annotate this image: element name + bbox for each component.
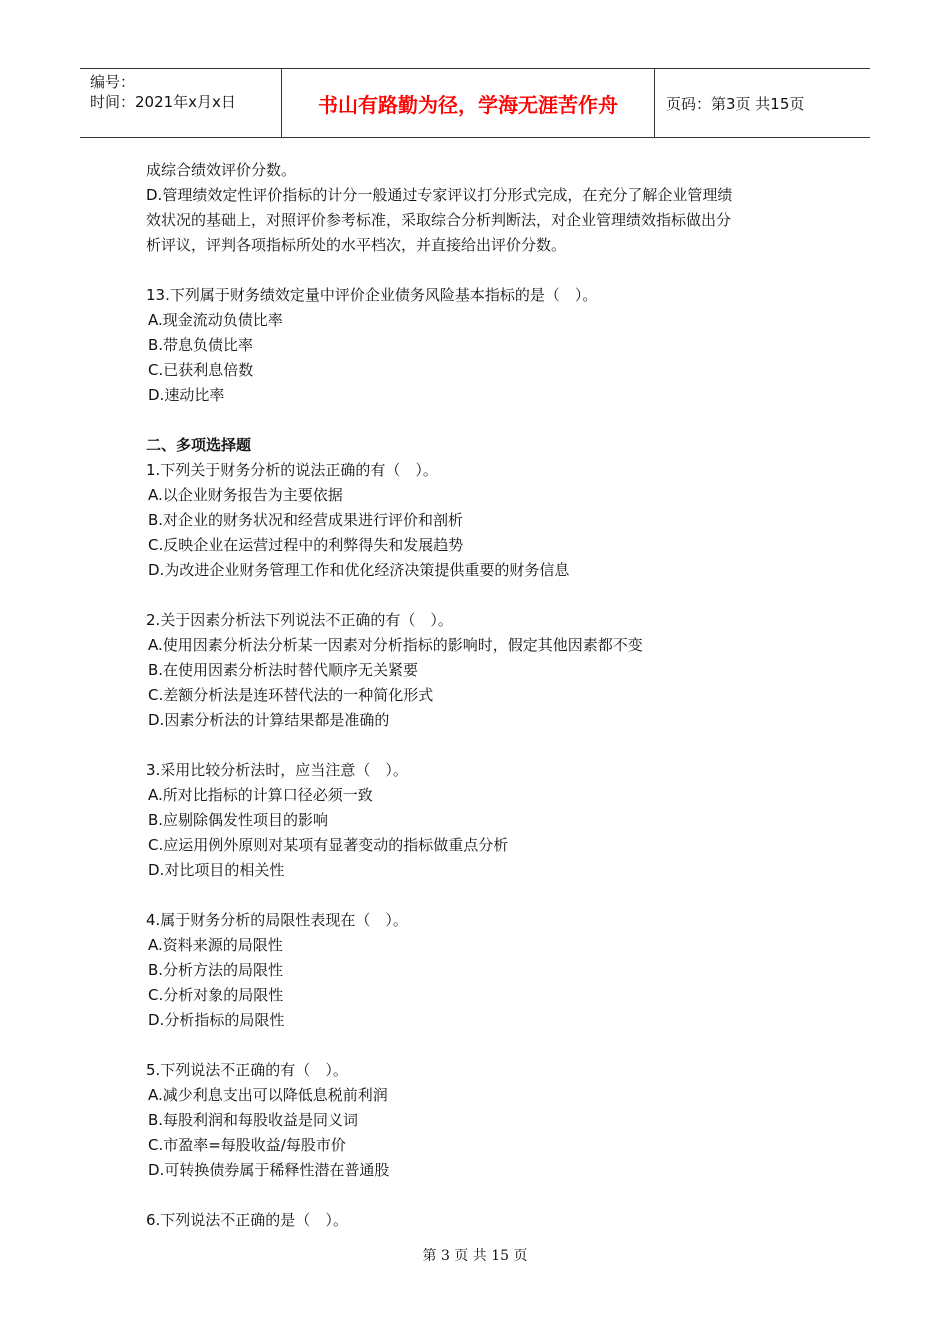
option-b: B.分析方法的局限性 xyxy=(148,961,284,979)
option-d: D.分析指标的局限性 xyxy=(148,1011,285,1029)
question-3: 3.采用比较分析法时，应当注意（ ）。 xyxy=(146,761,408,779)
option-b: B.应剔除偶发性项目的影响 xyxy=(148,811,329,829)
document-body xyxy=(146,158,816,1233)
option-b: B.对企业的财务状况和经营成果进行评价和剖析 xyxy=(148,511,464,529)
option-d: D.对比项目的相关性 xyxy=(148,861,285,879)
question-4: 4.属于财务分析的局限性表现在（ ）。 xyxy=(146,911,408,929)
option-d: D.因素分析法的计算结果都是准确的 xyxy=(148,711,390,729)
option-c: C.应运用例外原则对某项有显著变动的指标做重点分析 xyxy=(148,836,509,854)
question-1: 1.下列关于财务分析的说法正确的有（ ）。 xyxy=(146,461,438,479)
header-motto: 书山有路勤为径，学海无涯苦作舟 xyxy=(318,92,618,117)
header-meta xyxy=(90,72,236,112)
paragraph-line: D.管理绩效定性评价指标的计分一般通过专家评议打分形式完成，在充分了解企业管理绩 xyxy=(146,186,733,204)
option-a: A.所对比指标的计算口径必须一致 xyxy=(148,786,373,804)
header-page-info: 页码：第3页 共15页 xyxy=(666,94,805,113)
option-c: C.分析对象的局限性 xyxy=(148,986,284,1004)
option-a: A.减少利息支出可以降低息税前利润 xyxy=(148,1086,388,1104)
option-a: A.资料来源的局限性 xyxy=(148,936,283,954)
question-5: 5.下列说法不正确的有（ ）。 xyxy=(146,1061,348,1079)
option-c: C.反映企业在运营过程中的利弊得失和发展趋势 xyxy=(148,536,464,554)
page-footer: 第 3 页 共 15 页 xyxy=(422,1248,528,1264)
question-6: 6.下列说法不正确的是（ ）。 xyxy=(146,1211,348,1229)
option-d: D.可转换债券属于稀释性潜在普通股 xyxy=(148,1161,390,1179)
question-13: 13.下列属于财务绩效定量中评价企业债务风险基本指标的是（ ）。 xyxy=(146,286,598,304)
page-header xyxy=(80,68,870,138)
option-c: C.已获利息倍数 xyxy=(148,361,254,379)
option-a: A.使用因素分析法分析某一因素对分析指标的影响时，假定其他因素都不变 xyxy=(148,636,643,654)
option-a: A.以企业财务报告为主要依据 xyxy=(148,486,343,504)
document-number-label: 编号： xyxy=(90,73,136,91)
option-d: D.为改进企业财务管理工作和优化经济决策提供重要的财务信息 xyxy=(148,561,570,579)
section-title: 二、多项选择题 xyxy=(146,436,252,454)
option-c: C.差额分析法是连环替代法的一种简化形式 xyxy=(148,686,434,704)
option-b: B.每股利润和每股收益是同义词 xyxy=(148,1111,359,1129)
question-2: 2.关于因素分析法下列说法不正确的有（ ）。 xyxy=(146,611,453,629)
option-d: D.速动比率 xyxy=(148,386,225,404)
option-b: B.在使用因素分析法时替代顺序无关紧要 xyxy=(148,661,419,679)
paragraph-line: 效状况的基础上，对照评价参考标准，采取综合分析判断法，对企业管理绩效指标做出分 xyxy=(146,211,732,229)
option-a: A.现金流动负债比率 xyxy=(148,311,283,329)
option-c: C.市盈率=每股收益/每股市价 xyxy=(148,1136,346,1154)
header-divider xyxy=(654,69,655,137)
document-date: 时间：2021年x月x日 xyxy=(90,93,236,111)
paragraph-line: 成综合绩效评价分数。 xyxy=(146,161,297,179)
paragraph-line: 析评议，评判各项指标所处的水平档次，并直接给出评价分数。 xyxy=(146,236,567,254)
option-b: B.带息负债比率 xyxy=(148,336,254,354)
